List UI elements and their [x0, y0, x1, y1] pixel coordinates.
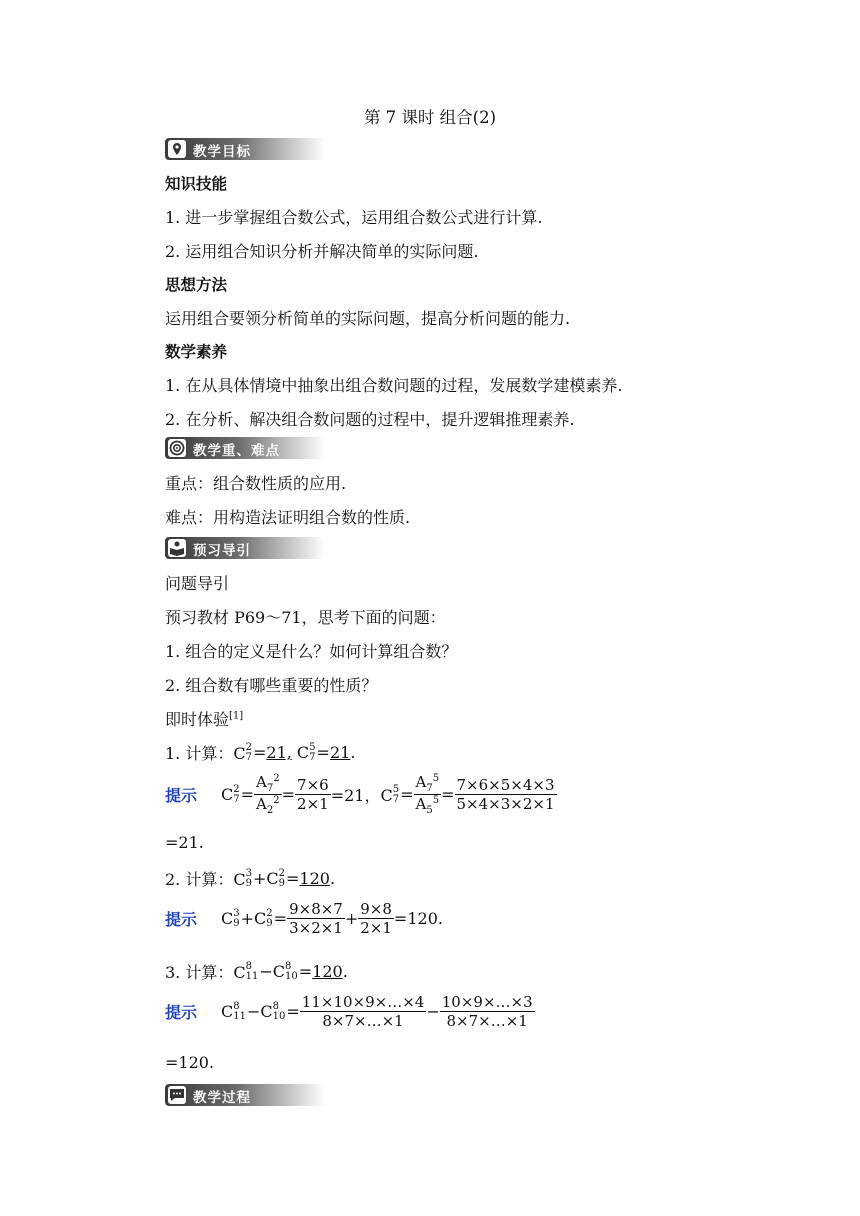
- heading-literacy: 数学素养: [165, 343, 228, 361]
- fraction: $\frac{7\times 6}{2\times 1}$: [297, 776, 329, 813]
- heading-knowledge: 知识技能: [165, 175, 228, 193]
- preview-question-2: 2. 组合数有哪些重要的性质？: [165, 676, 378, 695]
- tip-label: 提示: [165, 1003, 198, 1022]
- exercise-1-result: =21.: [165, 833, 204, 852]
- literacy-item-1: 1. 在从具体情境中抽象出组合数问题的过程，发展数学建模素养.: [165, 376, 623, 395]
- literacy-item-2: 2. 在分析、解决组合数问题的过程中，提升逻辑推理素养.: [165, 410, 575, 429]
- preview-intro: 预习教材 P69～71，思考下面的问题：: [165, 608, 446, 627]
- section-label: 教学目标: [193, 144, 251, 160]
- section-label: 教学重、难点: [193, 443, 280, 459]
- exercise-1-question: 1. 计算：C 2 7 = 21, C 5 7 = 21 .: [165, 741, 356, 763]
- fraction: 7×6×5×4×3 5×4×3×2×1: [456, 776, 555, 813]
- tip-label: 提示: [165, 910, 198, 929]
- knowledge-item-2: 2. 运用组合知识分析并解决简单的实际问题.: [165, 242, 479, 261]
- practice-heading: 即时体验[1]: [165, 710, 244, 729]
- exercise-2-question: 2. 计算：C 3 9 +C 2 9 = 120 .: [165, 867, 336, 889]
- section-label: 预习导引: [193, 543, 251, 559]
- exercise-2-answer: 120: [299, 869, 330, 888]
- exercise-3-question: 3. 计算：C 8 11 −C 8 10 = 120 .: [165, 960, 348, 982]
- target-icon: [168, 439, 186, 457]
- exercise-1-answer-1: 21,: [266, 743, 292, 762]
- exercise-3-answer: 120: [312, 962, 343, 981]
- preview-heading: 问题导引: [165, 574, 230, 593]
- fraction: 9×8×7 3×2×1: [289, 900, 343, 937]
- key-difficulty: 难点：用构造法证明组合数的性质.: [165, 508, 411, 527]
- section-banner-objectives: [165, 138, 325, 160]
- knowledge-item-1: 1. 进一步掌握组合数公式，运用组合数公式进行计算.: [165, 208, 543, 227]
- section-banner-process: [165, 1084, 325, 1106]
- exercise-2-solution: 提示 C 3 9 +C 2 9 = 9×8×7 3×2×1 + $\frac{9\times 8}{2\times 1}$ =120.: [165, 900, 443, 937]
- exercise-1-answer-2: 21: [329, 743, 351, 762]
- heading-methods: 思想方法: [165, 276, 228, 294]
- fraction: 10×9×…×3 8×7×…×1: [441, 993, 533, 1030]
- exercise-1-solution: 提示 C 2 7 = $A_7^2$ $A_2^2$ = $\frac{7\times 6}{2\times 1}$ =21，C 5 7 = $A_7^5$ $A_5^5$ = 7×6×5×4×3 5×4×3×2×1: [165, 773, 555, 816]
- preview-question-1: 1. 组合的定义是什么？如何计算组合数？: [165, 642, 458, 661]
- methods-text: 运用组合要领分析简单的实际问题，提高分析问题的能力.: [165, 309, 571, 328]
- section-banner-preview: [165, 537, 325, 559]
- section-label: 教学过程: [193, 1090, 251, 1106]
- fraction: $\frac{9\times 8}{2\times 1}$: [360, 900, 392, 937]
- exercise-3-result: =120.: [165, 1053, 215, 1072]
- tip-label: 提示: [165, 786, 198, 805]
- chat-bubble-icon: [168, 1086, 186, 1104]
- section-banner-key-points: [165, 437, 325, 459]
- footnote-ref: [1]: [229, 710, 244, 722]
- book-reader-icon: [168, 539, 186, 557]
- exercise-3-solution: 提示 C 8 11 −C 8 10 = 11×10×9×…×4 8×7×…×1 − 10×9×…×3 8×7×…×1: [165, 993, 533, 1030]
- page-title: 第 7 课时 组合(2): [363, 108, 497, 127]
- key-focus: 重点：组合数性质的应用.: [165, 474, 347, 493]
- location-pin-icon: [168, 140, 186, 158]
- fraction: 11×10×9×…×4 8×7×…×1: [301, 993, 425, 1030]
